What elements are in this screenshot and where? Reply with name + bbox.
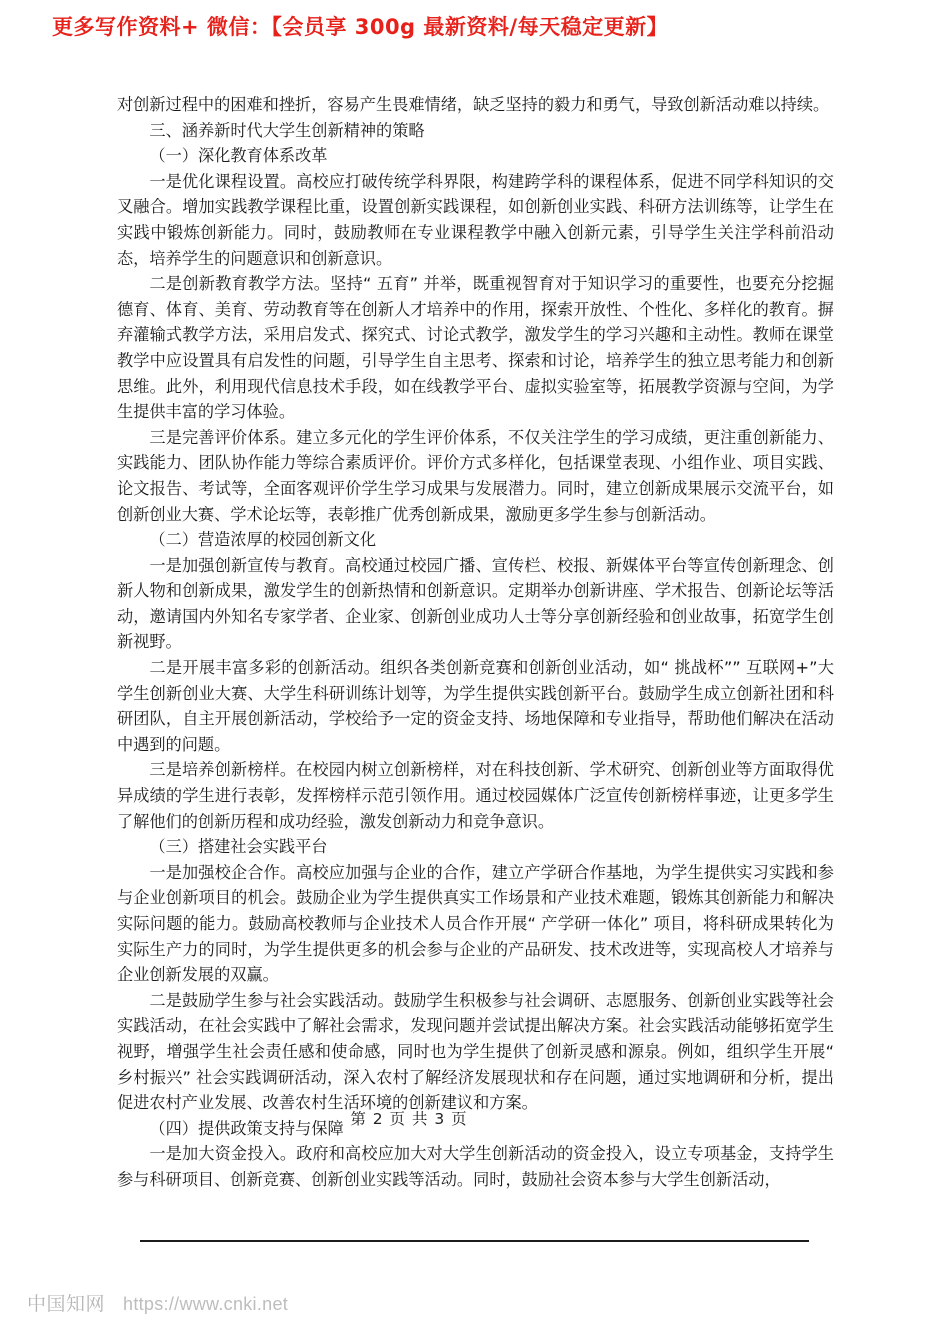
subsection-heading-3: （三）搭建社会实践平台 — [149, 837, 328, 857]
paragraph: 三是培养创新榜样。在校园内树立创新榜样，对在科技创新、学术研究、创新创业等方面取得优异成绩的学生进行表彰，发挥榜样示范引领作用。通过校园媒体广泛宣传创新榜样事迹，让更多学生了解他们的创新历程和成功经验，激发创新动力和竞争意识。 — [117, 760, 834, 831]
paragraph: 二是创新教育教学方法。坚持“ 五育” 并举，既重视智育对于知识学习的重要性，也要充分挖掘德育、体育、美育、劳动教育等在创新人才培养中的作用，探索开放性、个性化、多样化的教育。摒弃灌输式教学方法，采用启发式、探究式、讨论式教学，激发学生的学习兴趣和主动性。教师在课堂教学中应设置具有启发性的问题，引导学生自主思考、探索和讨论，培养学生的独立思考能力和创新思维。此外，利用现代信息技术手段，如在线教学平台、虚拟实验室等，拓展教学资源与空间，为学生提供丰富的学习体验。 — [117, 274, 834, 422]
paragraph: 三是完善评价体系。建立多元化的学生评价体系，不仅关注学生的学习成绩，更注重创新能力、实践能力、团队协作能力等综合素质评价。评价方式多样化，包括课堂表现、小组作业、项目实践、论文报告、考试等，全面客观评价学生学习成果与发展潜力。同时，建立创新成果展示交流平台，如创新创业大赛、学术论坛等，表彰推广优秀创新成果，激励更多学生参与创新活动。 — [117, 427, 834, 524]
document-body — [117, 92, 834, 1193]
cnki-url: https://www.cnki.net — [123, 1294, 289, 1314]
cnki-brand-name: 中国知网 — [27, 1293, 106, 1315]
subsection-heading-4: （四）提供政策支持与保障 — [149, 1118, 344, 1138]
section-heading-3: 三、涵养新时代大学生创新精神的策略 — [149, 120, 425, 140]
paragraph: 一是加强校企合作。高校应加强与企业的合作，建立产学研合作基地，为学生提供实习实践和参与企业创新项目的机会。鼓励企业为学生提供真实工作场景和产业技术难题，锻炼其创新能力和解决实际问题的能力。鼓励高校教师与企业技术人员合作开展“ 产学研一体化” 项目，将科研成果转化为实际生产力的同时，为学生提供更多的机会参与企业的产品研发、技术改进等，实现高校人才培养与企业创新发展的双赢。 — [117, 862, 834, 985]
paragraph: 一是加强创新宣传与教育。高校通过校园广播、宣传栏、校报、新媒体平台等宣传创新理念、创新人物和创新成果，激发学生的创新热情和创新意识。定期举办创新讲座、学术报告、创新论坛等活动，邀请国内外知名专家学者、企业家、创新创业成功人士等分享创新经验和创业故事，拓宽学生创新视野。 — [117, 555, 834, 652]
paragraph: 一是加大资金投入。政府和高校应加大对大学生创新活动的资金投入，设立专项基金，支持学生参与科研项目、创新竞赛、创新创业实践等活动。同时，鼓励社会资本参与大学生创新活动， — [117, 1144, 834, 1189]
paragraph: 一是优化课程设置。高校应打破传统学科界限，构建跨学科的课程体系，促进不同学科知识的交叉融合。增加实践教学课程比重，设置创新实践课程，如创新创业实践、科研方法训练等，让学生在实践中锻炼创新能力。同时，鼓励教师在专业课程教学中融入创新元素，引导学生关注学科前沿动态，培养学生的问题意识和创新意识。 — [117, 171, 834, 268]
page-number: 第 2 页 共 3 页 — [350, 1110, 468, 1128]
subsection-heading-2: （二）营造浓厚的校园创新文化 — [149, 530, 377, 550]
paragraph: 对创新过程中的困难和挫折，容易产生畏难情绪，缺乏坚持的毅力和勇气，导致创新活动难以持续。 — [117, 95, 830, 114]
subsection-heading-1: （一）深化教育体系改革 — [149, 146, 328, 166]
paragraph: 二是鼓励学生参与社会实践活动。鼓励学生积极参与社会调研、志愿服务、创新创业实践等社会实践活动，在社会实践中了解社会需求，发现问题并尝试提出解决方案。社会实践活动能够拓宽学生视野，增强学生社会责任感和使命感，同时也为学生提供了创新灵感和源泉。例如，组织学生开展“ 乡村振兴” 社会实践调研活动，深入农村了解经济发展现状和存在问题，通过实地调研和分析，提出促进农村产业发展、改善农村生活环境的创新建议和方案。 — [117, 990, 834, 1113]
footer-divider — [140, 1240, 809, 1242]
promo-banner-text: 更多写作资料+ 微信：【会员享 300g 最新资料/每天稳定更新】 — [52, 15, 669, 39]
paragraph: 二是开展丰富多彩的创新活动。组织各类创新竞赛和创新创业活动，如“ 挑战杯”” 互联网+”大学生创新创业大赛、大学生科研训练计划等，为学生提供实践创新平台。鼓励学生成立创新社团和科研团队，自主开展创新活动，学校给予一定的资金支持、场地保障和专业指导，帮助他们解决在活动中遇到的问题。 — [117, 658, 834, 754]
cnki-watermark — [27, 1289, 288, 1316]
